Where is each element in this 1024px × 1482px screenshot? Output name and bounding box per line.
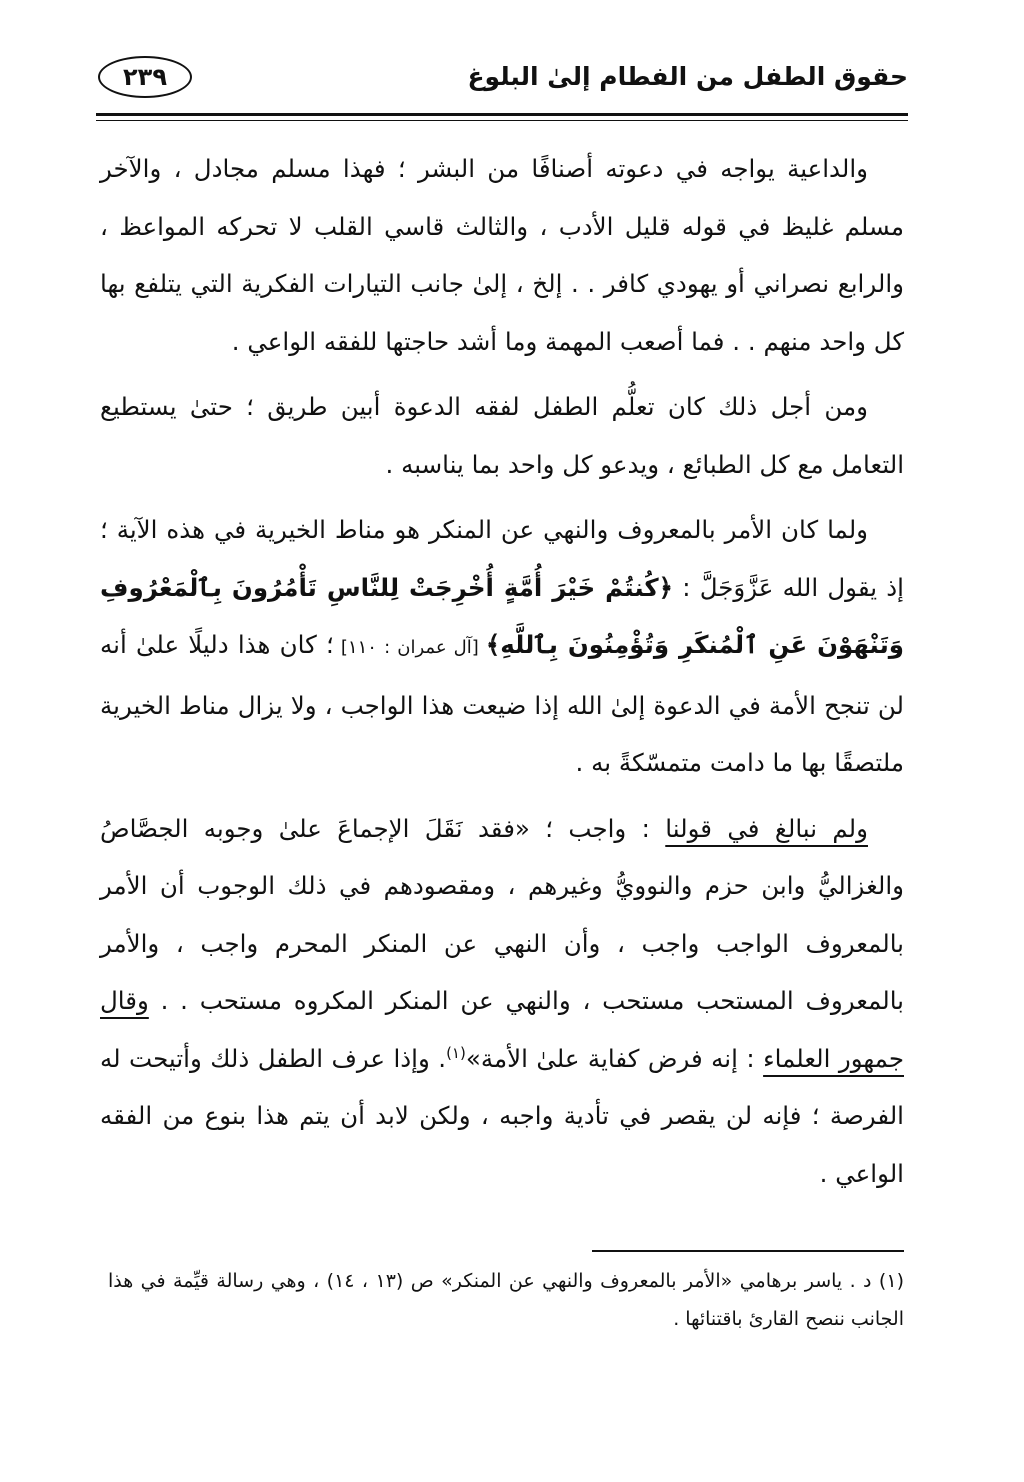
paragraph-4-conclusion: . وإذا عرف الطفل ذلك وأتيحت له الفرصة ؛ فإنه لن يقصر في تأدية واجبه ، ولكن لابد أن يتم هذا بنوع من الفقه الواعي . bbox=[100, 1043, 904, 1188]
footnote-reference[interactable]: (١) bbox=[446, 1043, 466, 1062]
underlined-phrase-2: وقال جمهور العلماء bbox=[100, 986, 904, 1073]
paragraph-1: والداعية يواجه في دعوته أصنافًا من البشر ؛ فهذا مسلم مجادل ، والآخر مسلم غليظ في قوله قليل الأدب ، والثالث قاسي القلب لا تحركه المواعظ ، والرابع نصراني أو يهودي كافر . . إلخ ، إلىٰ جانب التيارات الفكرية التي يتلفع بها كل واحد منهم . . فما أصعب المهمة وما أشد حاجتها للفقه الواعي . bbox=[100, 154, 904, 356]
paragraph-4-quote: : واجب ؛ «فقد نَقَلَ الإجماعَ علىٰ وجوبه الجصَّاصُ والغزاليُّ وابن حزم والنوويُّ وغيرهم ، ومقصودهم في ذلك الوجوب أن الأمر بالمعروف الواجب واجب ، وأن النهي عن المنكر المحرم واجب ، والأمر بالمعروف المستحب مستحب ، والنهي عن المنكر المكروه مستحب . . bbox=[100, 813, 904, 1015]
paragraph-3-conclusion: ؛ كان هذا دليلًا علىٰ أنه لن تنجح الأمة في الدعوة إلىٰ الله إذا ضيعت هذا الواجب ، ولا يزال مناط الخيرية ملتصقًا بها ما دامت متمسّكةً به . bbox=[100, 630, 904, 777]
header-rule-thick bbox=[96, 113, 908, 116]
header-rule-thin bbox=[96, 120, 908, 121]
paragraph-3 bbox=[100, 501, 904, 792]
paragraph-4-quote-end: : إنه فرض كفاية علىٰ الأمة» bbox=[465, 1043, 764, 1073]
paragraph-4 bbox=[100, 800, 904, 1203]
underlined-phrase-1: ولم نبالغ في قولنا bbox=[665, 813, 868, 843]
paragraph-3-intro: ولما كان الأمر بالمعروف والنهي عن المنكر هو مناط الخيرية في هذه الآية ؛ إذ يقول الله عَزَّوَجَلَّ : bbox=[100, 515, 904, 602]
page-header bbox=[96, 48, 908, 108]
main-text bbox=[100, 140, 904, 1210]
paragraph-2: ومن أجل ذلك كان تعلُّم الطفل لفقه الدعوة أبين طريق ؛ حتىٰ يستطيع التعامل مع كل الطبائع ، ويدعو كل واحد بما يناسبه . bbox=[100, 392, 904, 479]
verse-citation: [آل عمران : ١١٠] bbox=[333, 637, 486, 658]
quran-verse: ﴿كُنتُمْ خَيْرَ أُمَّةٍ أُخْرِجَتْ لِلنَّاسِ تَأْمُرُونَ بِٱلْمَعْرُوفِ وَتَنْهَوْنَ عَنِ ٱلْمُنكَرِ وَتُؤْمِنُونَ بِٱللَّهِ﴾ bbox=[100, 572, 904, 659]
footnote-1: (١) د . ياسر برهامي «الأمر بالمعروف والنهي عن المنكر» ص (١٣ ، ١٤) ، وهي رسالة قيِّمة في هذا الجانب ننصح القارئ باقتنائها . bbox=[108, 1270, 904, 1330]
running-title: حقوق الطفل من الفطام إلىٰ البلوغ bbox=[467, 62, 908, 91]
page-number-badge: ٢٣٩ bbox=[98, 56, 192, 98]
footnote-separator bbox=[592, 1250, 904, 1252]
footnotes-section bbox=[108, 1262, 904, 1338]
